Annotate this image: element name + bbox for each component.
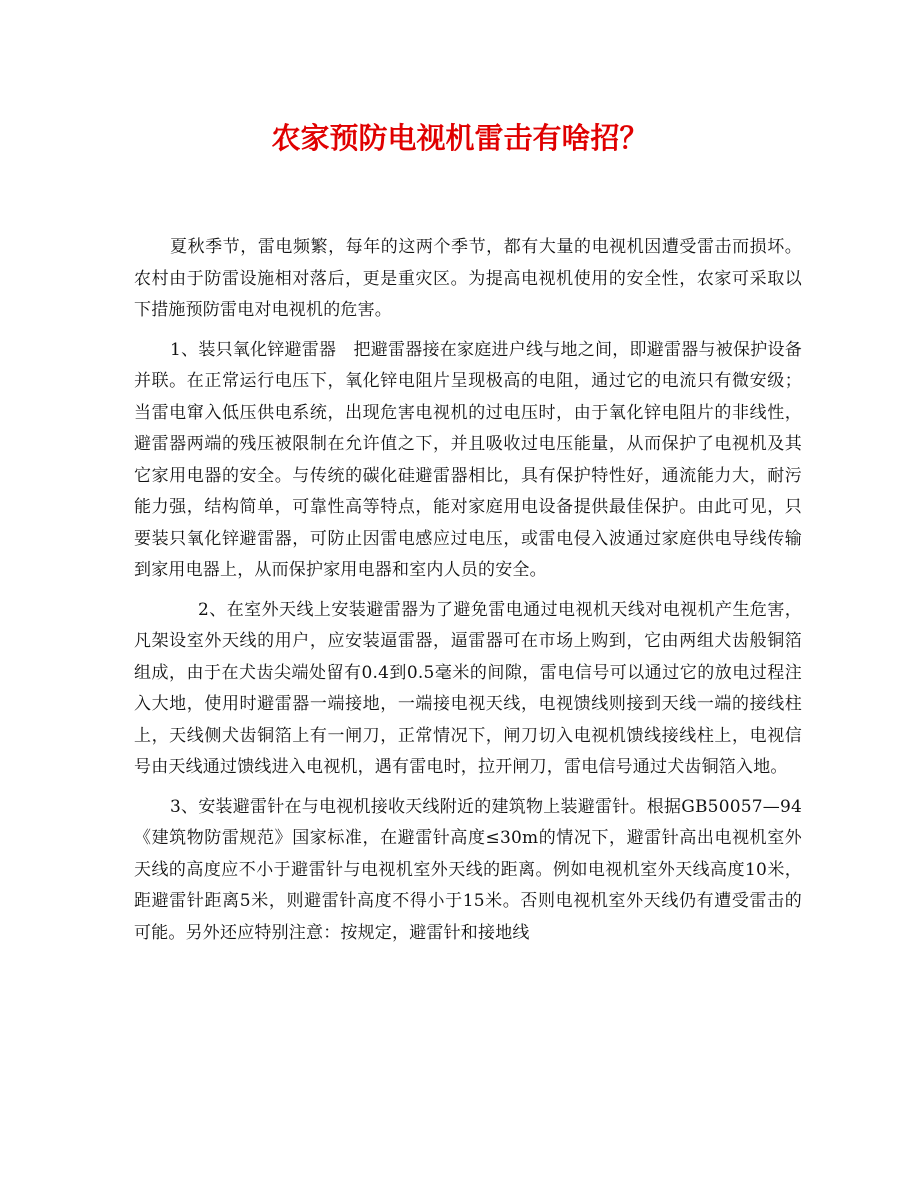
paragraph-lightning-rod: 3、安装避雷针在与电视机接收天线附近的建筑物上装避雷针。根据GB50057—94《建筑物防雷规范》国家标准，在避雷针高度≤30m的情况下，避雷针高出电视机室外天线的高度应不小于避雷针与电视机室外天线的距离。例如电视机室外天线高度10米，距避雷针距离5米，则避雷针高度不得小于15米。否则电视机室外天线仍有遭受雷击的可能。另外还应特别注意：按规定，避雷针和接地线 [134, 796, 802, 943]
document-title: 农家预防电视机雷击有啥招？ [271, 121, 649, 155]
paragraph-zinc-oxide-arrester: 1、装只氧化锌避雷器 把避雷器接在家庭进户线与地之间，即避雷器与被保护设备并联。在正常运行电压下，氧化锌电阻片呈现极高的电阻，通过它的电流只有微安级；当雷电窜入低压供电系统，出现危害电视机的过电压时，由于氧化锌电阻片的非线性，避雷器两端的残压被限制在允许值之下，并且吸收过电压能量，从而保护了电视机及其它家用电器的安全。与传统的碳化硅避雷器相比，具有保护特性好，通流能力大，耐污能力强，结构简单，可靠性高等特点，能对家庭用电设备提供最佳保护。由此可见，只要装只氧化锌避雷器，可防止因雷电感应过电压，或雷电侵入波通过家庭供电导线传输到家用电器上，从而保护家用电器和室内人员的安全。 [134, 339, 802, 580]
paragraph-intro: 夏秋季节，雷电频繁，每年的这两个季节，都有大量的电视机因遭受雷击而损坏。农村由于防雷设施相对落后，更是重灾区。为提高电视机使用的安全性，农家可采取以下措施预防雷电对电视机的危害。 [134, 237, 802, 320]
document-body [134, 232, 802, 957]
paragraph-antenna-arrester: 2、在室外天线上安装避雷器为了避免雷电通过电视机天线对电视机产生危害，凡架设室外天线的用户，应安装逼雷器，逼雷器可在市场上购到，它由两组犬齿般铜箔组成，由于在犬齿尖端处留有0.4到0.5毫米的间隙，雷电信号可以通过它的放电过程注入大地，使用时避雷器一端接地，一端接电视天线，电视馈线则接到天线一端的接线柱上，天线侧犬齿铜箔上有一闸刀，正常情况下，闸刀切入电视机馈线接线柱上，电视信号由天线通过馈线进入电视机，遇有雷电时，拉开闸刀，雷电信号通过犬齿铜箔入地。 [134, 599, 802, 777]
